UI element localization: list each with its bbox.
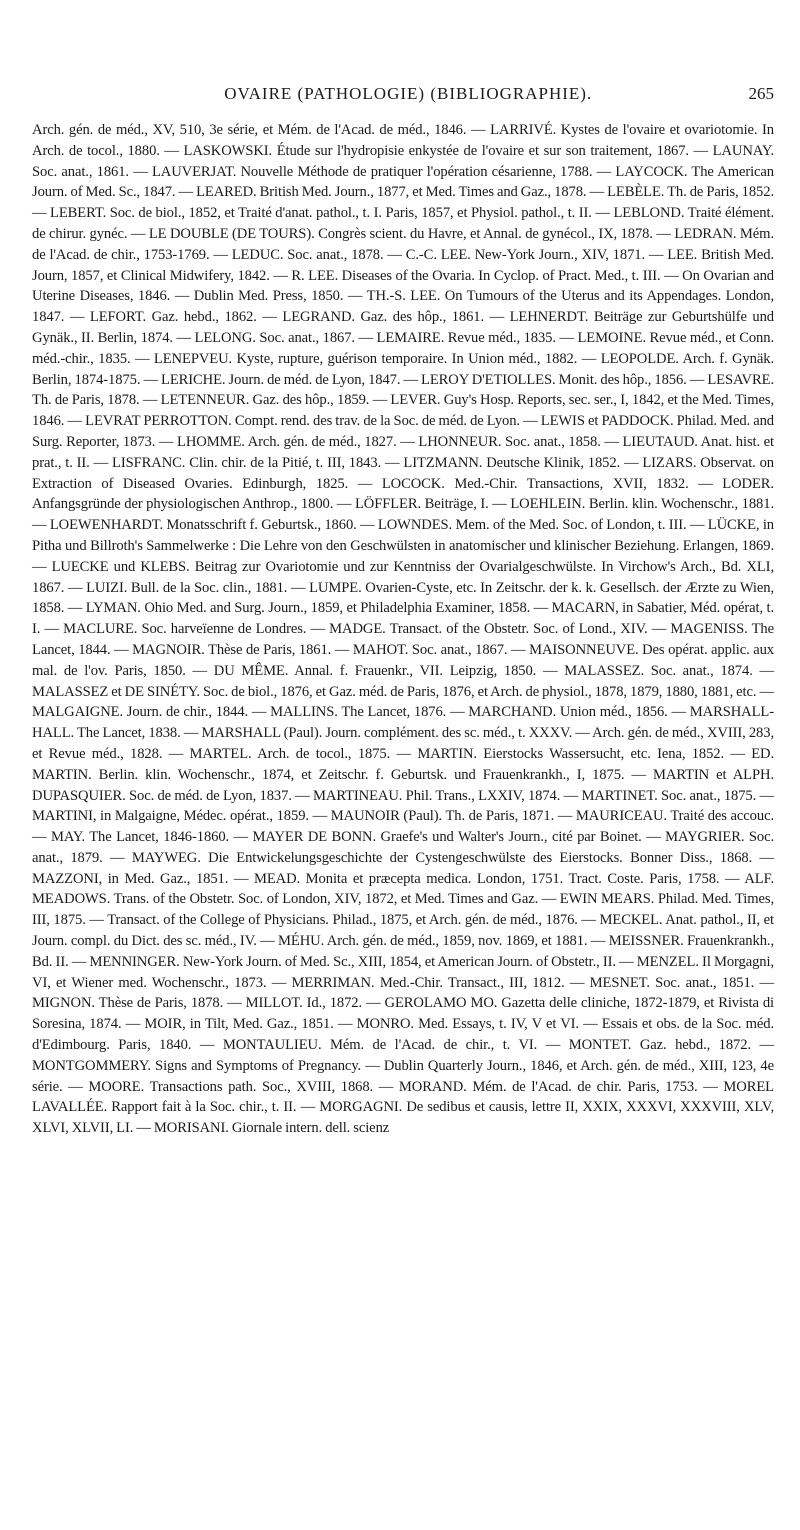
page-title: OVAIRE (PATHOLOGIE) (BIBLIOGRAPHIE). — [224, 84, 593, 103]
page-number: 265 — [748, 84, 774, 103]
bibliography-text — [32, 120, 774, 1139]
document-page — [32, 84, 774, 1139]
bibliography-paragraph: Arch. gén. de méd., XV, 510, 3e série, et Mém. de l'Acad. de méd., 1846. — LARRIVÉ. Kystes de l'ovaire et ovariotomie. In Arch. de tocol., 1880. — LASKOWSKI. Étude sur l'hydropisie enkystée de l'ovaire et sur son traitement, 1867. — LAUNAY. Soc. anat., 1861. — LAUVERJAT. Nouvelle Méthode de pratiquer l'opération césarienne, 1788. — LAYCOCK. The American Journ. of Med. Sc., 1847. — LEARED. British Med. Journ., 1877, et Med. Times and Gaz., 1878. — LEBÈLE. Th. de Paris, 1852. — LEBERT. Soc. de biol., 1852, et Traité d'anat. pathol., t. I. Paris, 1857, et Physiol. pathol., t. II. — LEBLOND. Traité élément. de chirur. gynéc. — LE DOUBLE (DE TOURS). Congrès scient. du Havre, et Annal. de gynécol., IX, 1878. — LEDRAN. Mém. de l'Acad. de chir., 1753-1769. — LEDUC. Soc. anat., 1878. — C.-C. LEE. New-York Journ., XIV, 1871. — LEE. British Med. Journ, 1857, et Clinical Midwifery, 1842. — R. LEE. Diseases of the Ovaria. In Cyclop. of Pract. Med., t. III. — On Ovarian and Uterine Diseases, 1846. — Dublin Med. Press, 1850. — TH.-S. LEE. On Tumours of the Uterus and its Appendages. London, 1847. — LEFORT. Gaz. hebd., 1862. — LEGRAND. Gaz. des hôp., 1861. — LEHNERDT. Beiträge zur Geburtshülfe und Gynäk., II. Berlin, 1874. — LELONG. Soc. anat., 1867. — LEMAIRE. Revue méd., 1835. — LEMOINE. Revue méd., et Conn. méd.-chir., 1835. — LENEPVEU. Kyste, rupture, guérison temporaire. In Union méd., 1882. — LEOPOLDE. Arch. f. Gynäk. Berlin, 1874-1875. — LERICHE. Journ. de méd. de Lyon, 1847. — LEROY D'ETIOLLES. Monit. des hôp., 1856. — LESAVRE. Th. de Paris, 1878. — LETENNEUR. Gaz. des hôp., 1859. — LEVER. Guy's Hosp. Reports, sec. ser., I, 1842, et the Med. Times, 1846. — LEVRAT PERROTTON. Compt. rend. des trav. de la Soc. de méd. de Lyon. — LEWIS et PADDOCK. Philad. Med. and Surg. Reporter, 1873. — LHOMME. Arch. gén. de méd., 1827. — LHONNEUR. Soc. anat., 1858. — LIEUTAUD. Anat. hist. et prat., t. II. — LISFRANC. Clin. chir. de la Pitié, t. III, 1843. — LITZMANN. Deutsche Klinik, 1852. — LIZARS. Observat. on Extraction of Diseased Ovaries. Edinburgh, 1825. — LOCOCK. Med.-Chir. Transactions, XVII, 1832. — LODER. Anfangsgründe der physiologischen Anthrop., 1800. — LÖFFLER. Beiträge, I. — LOEHLEIN. Berlin. klin. Wochenschr., 1881. — LOEWENHARDT. Monatsschrift f. Geburtsk., 1860. — LOWNDES. Mem. of the Med. Soc. of London, t. III. — LÜCKE, in Pitha und Billroth's Sammelwerke : Die Lehre von den Geschwülsten in anatomischer und klinischer Beziehung. Erlangen, 1869. — LUECKE und KLEBS. Beitrag zur Ovariotomie und zur Kenntniss der Ovarialgeschwülste. In Virchow's Arch., Bd. XLI, 1867. — LUIZI. Bull. de la Soc. clin., 1881. — LUMPE. Ovarien-Cyste, etc. In Zeitschr. der k. k. Gesellsch. der Ærzte zu Wien, 1858. — LYMAN. Ohio Med. and Surg. Journ., 1859, et Philadelphia Examiner, 1858. — MACARN, in Sabatier, Méd. opérat, t. I. — MACLURE. Soc. harveïenne de Londres. — MADGE. Transact. of the Obstetr. Soc. of Lond., XIV. — MAGENISS. The Lancet, 1844. — MAGNOIR. Thèse de Paris, 1861. — MAHOT. Soc. anat., 1867. — MAISONNEUVE. Des opérat. applic. aux mal. de l'ov. Paris, 1850. — DU MÊME. Annal. f. Frauenkr., VII. Leipzig, 1850. — MALASSEZ. Soc. anat., 1874. — MALASSEZ et DE SINÉTY. Soc. de biol., 1876, et Gaz. méd. de Paris, 1876, et Arch. de physiol., 1878, 1879, 1880, 1881, etc. — MALGAIGNE. Journ. de chir., 1844. — MALLINS. The Lancet, 1876. — MARCHAND. Union méd., 1856. — MARSHALL-HALL. The Lancet, 1838. — MARSHALL (Paul). Journ. complément. des sc. méd., t. XXXV. — Arch. gén. de méd., XVIII, 283, et Revue méd., 1828. — MARTEL. Arch. de tocol., 1875. — MARTIN. Eierstocks Wassersucht, etc. Iena, 1852. — ED. MARTIN. Berlin. klin. Wochenschr., 1874, et Zeitschr. f. Geburtsk. und Frauenkrankh., I, 1875. — MARTIN et ALPH. DUPASQUIER. Soc. de méd. de Lyon, 1837. — MARTINEAU. Phil. Trans., LXXIV, 1874. — MARTINET. Soc. anat., 1875. — MARTINI, in Malgaigne, Médec. opérat., 1859. — MAUNOIR (Paul). Th. de Paris, 1871. — MAURICEAU. Traité des accouc. — MAY. The Lancet, 1846-1860. — MAYER DE BONN. Graefe's und Walter's Journ., cité par Boinet. — MAYGRIER. Soc. anat., 1879. — MAYWEG. Die Entwickelungsgeschichte der Cystengeschwülste des Eierstocks. Bonner Diss., 1868. — MAZZONI, in Med. Gaz., 1851. — MEAD. Monita et præcepta medica. London, 1751. Tract. Coste. Paris, 1758. — ALF. MEADOWS. Trans. of the Obstetr. Soc. of London, XIV, 1872, et Med. Times and Gaz. — EWIN MEARS. Philad. Med. Times, III, 1875. — Transact. of the College of Physicians. Philad., 1875, et Arch. gén. de méd., 1876. — MECKEL. Anat. pathol., II, et Journ. compl. du Dict. des sc. méd., IV. — MÉHU. Arch. gén. de méd., 1859, nov. 1869, et 1881. — MEISSNER. Frauenkrankh., Bd. II. — MENNINGER. New-York Journ. of Med. Sc., XIII, 1854, et American Journ. of Obstetr., II. — MENZEL. Il Morgagni, VI, et Wiener med. Wochenschr., 1873. — MERRIMAN. Med.-Chir. Transact., III, 1812. — MESNET. Soc. anat., 1851. — MIGNON. Thèse de Paris, 1878. — MILLOT. Id., 1872. — GEROLAMO MO. Gazetta delle cliniche, 1872-1879, et Rivista di Soresina, 1874. — MOIR, in Tilt, Med. Gaz., 1851. — MONRO. Med. Essays, t. IV, V et VI. — Essais et obs. de la Soc. méd. d'Edimbourg. Paris, 1840. — MONTAULIEU. Mém. de l'Acad. de chir., t. VI. — MONTET. Gaz. hebd., 1872. — MONTGOMMERY. Signs and Symptoms of Pregnancy. — Dublin Quarterly Journ., 1846, et Arch. gén. de méd., XIII, 123, 4e série. — MOORE. Transactions path. Soc., XVIII, 1868. — MORAND. Mém. de l'Acad. de chir. Paris, 1753. — MOREL LAVALLÉE. Rapport fait à la Soc. chir., t. II. — MORGAGNI. De sedibus et causis, lettre II, XXIX, XXXVI, XXXVIII, XLV, XLVI, XLVII, LI. — MORISANI. Giornale intern. dell. scienz — [32, 122, 774, 1137]
running-header — [32, 84, 774, 116]
